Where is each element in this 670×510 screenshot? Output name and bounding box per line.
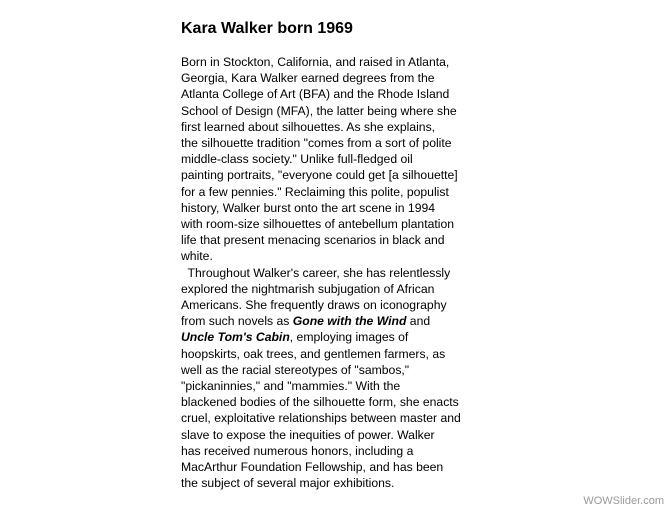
artist-bio (181, 18, 491, 491)
bio-line (181, 329, 491, 345)
bio-paragraph-1 (181, 54, 491, 265)
bio-line: white. (181, 249, 213, 264)
bio-line: hoopskirts, oak trees, and gentlemen farmers, as (181, 346, 446, 361)
bio-line (181, 313, 491, 329)
bio-line: history, Walker burst onto the art scene in 1994 (181, 200, 436, 215)
bio-line: painting portraits, "everyone could get [a silhouette] (181, 168, 458, 183)
bio-line: life that present menacing scenarios in black and (181, 233, 445, 248)
bio-line: with room-size silhouettes of antebellum plantation (181, 217, 455, 232)
bio-line: "pickaninnies," and "mammies." With the (181, 379, 401, 394)
bio-text: , employing images of (289, 330, 409, 345)
bio-text: and (406, 314, 431, 329)
bio-line: School of Design (MFA), the latter being where she (181, 103, 457, 118)
bio-title: Kara Walker born 1969 (181, 20, 353, 37)
bio-line: MacArthur Foundation Fellowship, and has been (181, 460, 444, 475)
bio-line: Americans. She frequently draws on iconography (181, 298, 447, 313)
bio-line: explored the nightmarish subjugation of African (181, 281, 435, 296)
bio-line: has received numerous honors, including a (181, 443, 414, 458)
bio-paragraph-2 (181, 265, 491, 492)
bio-line: Throughout Walker's career, she has relentlessly (181, 265, 451, 280)
bio-line: well as the racial stereotypes of "sambos," (181, 362, 410, 377)
bio-line: first learned about silhouettes. As she explains, (181, 119, 436, 134)
bio-line: Georgia, Kara Walker earned degrees from the (181, 71, 435, 86)
bio-line: cruel, exploitative relationships between master and (181, 411, 461, 426)
bio-line: the subject of several major exhibitions. (181, 476, 395, 491)
bio-line: blackened bodies of the silhouette form, she enacts (181, 395, 459, 410)
novel-title-gone-with-the-wind: Gone with the Wind (292, 314, 407, 329)
wowslider-watermark-link[interactable]: WOWSlider.com (583, 495, 664, 507)
bio-line: slave to expose the inequities of power. Walker (181, 427, 435, 442)
bio-line: for a few pennies." Reclaiming this polite, populist (181, 184, 449, 199)
bio-line: Atlanta College of Art (BFA) and the Rhode Island (181, 87, 450, 102)
bio-line: Born in Stockton, California, and raised in Atlanta, (181, 55, 450, 69)
bio-line: the silhouette tradition "comes from a sort of polite (181, 136, 452, 151)
bio-line: middle-class society." Unlike full-fledged oil (181, 152, 413, 167)
novel-title-uncle-toms-cabin: Uncle Tom's Cabin (181, 330, 290, 345)
bio-text: from such novels as (181, 314, 293, 329)
